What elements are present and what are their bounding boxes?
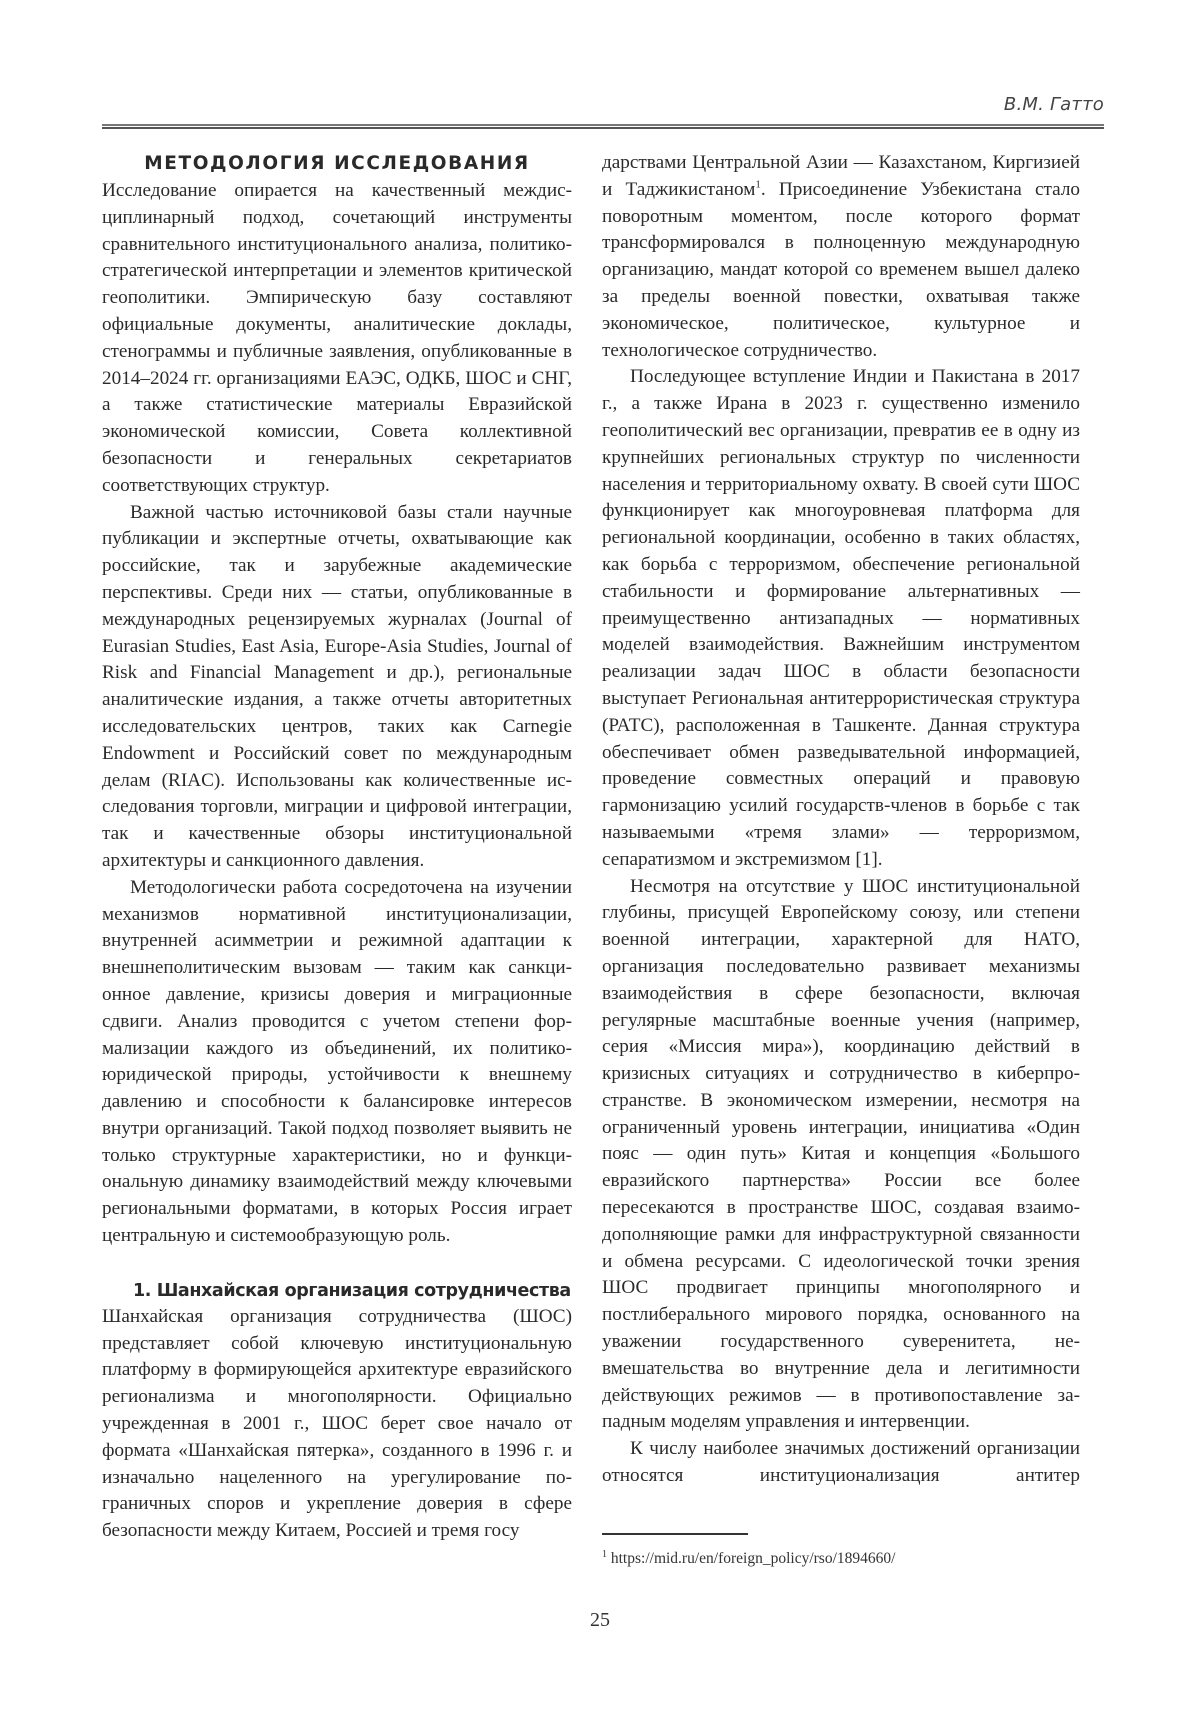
paragraph: Важной частью источниковой базы стали научные публикации и экспертные отчеты, охватывающие как российские, так и зарубежные академические перспективы. Среди них — статьи, опубликованные в международных рецензируемых журналах (Journal of Eurasian Studies, East Asia, Europe-Asia Studies, Journal of Risk and Financial Management и др.), региональные аналитические издания, а также отчеты авторитетных исследовательских центров, таких как Carnegie Endowment и Российский совет по международным делам (RIAC). Использованы как количественные исследования торговли, миграции и цифровой интеграции, так и качественные обзоры институциональной архитектуры и санкционного давления. bbox=[102, 501, 572, 871]
right-column bbox=[602, 150, 1080, 1490]
footnote-link[interactable]: https://mid.ru/en/foreign_policy/rso/1894660/ bbox=[607, 1550, 896, 1567]
paragraph-text: дарствами Центральной Азии — Казахстаном, Киргизией и Таджикистаном bbox=[602, 152, 1080, 200]
running-head: В.М. Гатто bbox=[1003, 94, 1104, 115]
paragraph: Последующее вступление Индии и Пакистана в 2017 г., а также Ирана в 2023 г. существенно изменило геополитический вес организации, превратив ее в одну из крупнейших региональных структур по численности населения и территориальному охвату. В своей сути ШОС функционирует как многоуровневая платформа для региональной координации, особенно в таких областях, как борьба с терроризмом, обеспечение региональной стабильности и формирование альтернативных — преимущественно антизападных — нормативных моделей взаимодействия. Важнейшим инструментом реализации задач ШОС в области безопасности выступает Региональная антитеррористическая структура (РАТС), расположенная в Ташкенте. Данная структура обеспечивает обмен разведывательной информацией, проведение совместных операций и правовую гармонизацию усилий государств-членов в борьбе с так называемыми «тремя злами» — терроризмом, сепаратизмом и экстремизмом [1]. bbox=[602, 366, 1080, 870]
paragraph bbox=[602, 150, 1080, 364]
paragraph: К числу наиболее значимых достижений организации относятся институционализация антитер bbox=[602, 1438, 1080, 1487]
left-column bbox=[102, 150, 572, 1545]
paragraph-text: . Присоединение Узбекистана стало поворотным моментом, после которого формат трансформировался в полноценную международную организацию, мандат которой со временем вышел далеко за пределы военной повестки, охватывая также экономическое, политическое, культурное и технологическое сотрудничество. bbox=[602, 178, 1081, 361]
footnote-number: 1 bbox=[602, 1548, 607, 1560]
footnote-rule bbox=[602, 1533, 748, 1535]
footnote bbox=[602, 1549, 895, 1569]
section-heading-methodology: МЕТОДОЛОГИЯ ИССЛЕДОВАНИЯ bbox=[144, 153, 530, 174]
header-rule bbox=[102, 124, 1104, 129]
page-number: 25 bbox=[590, 1609, 610, 1631]
paragraph: Несмотря на отсутствие у ШОС институциональной глубины, присущей Европейскому союзу, или степени военной интеграции, характерной для НАТО, организация последовательно развивает механизмы взаимодействия в сфере безопасности, включая регулярные масштабные военные учения (например, серия «Миссия мира»), координацию действий в кризисных ситуациях и сотрудничество в киберпространстве. В экономическом измерении, несмотря на ограниченный уровень интеграции, инициатива «Один пояс — один путь» Китая и концепция «Большого евразийского партнерства» России все более пересекаются в пространстве ШОС, создавая взаимодополняющие рамки для инфраструктурной связанности и обмена ресурсами. С идеологической точки зрения ШОС продвигает принципы многополярного и постлиберального мирового порядка, основанного на уважении государственного суверенитета, невмешательства во внутренние дела и легитимности действующих режимов — в противопоставление западным моделям управления и интервенции. bbox=[602, 875, 1080, 1433]
footnote-reference[interactable]: 1 bbox=[755, 178, 761, 191]
paragraph: Шанхайская организация сотрудничества (ШОС) представляет собой ключевую институциональную платформу в формирующейся архитектуре евразийского регионализма и многополярности. Официально учрежденная в 2001 г., ШОС берет свое начало от формата «Шанхайская пятерка», созданного в 1996 г. и изначально нацеленного на урегулирование пограничных споров и укрепление доверия в сфере безопасности между Китаем, Россией и тремя госу bbox=[102, 1305, 572, 1542]
paragraph: Исследование опирается на качественный междисциплинарный подход, сочетающий инструменты сравнительного институционального анализа, политико-стратегической интерпретации и элементов критической геополитики. Эмпирическую базу составляют официальные документы, аналитические доклады, стенограммы и публичные заявления, опубликованные в 2014–2024 гг. организациями ЕАЭС, ОДКБ, ШОС и СНГ, а также статистические материалы Евразийской экономической комиссии, Совета коллективной безопасности и генеральных секретариатов соответствующих структур. bbox=[102, 180, 572, 496]
subsection-heading-sco: 1. Шанхайская организация сотрудничества bbox=[133, 1280, 571, 1301]
paragraph: Методологически работа сосредоточена на изучении механизмов нормативной институционализации, внутренней асимметрии и режимной адаптации к внешнеполитическим вызовам — таким как санкционное давление, кризисы доверия и миграционные сдвиги. Анализ проводится с учетом степени формализации каждого из объединений, их политико-юридической природы, устойчивости к внешнему давлению и способности к балансировке интересов внутри организаций. Такой подход позволяет выявить не только структурные характеристики, но и функциональную динамику взаимодействий между ключевыми региональными форматами, в которых Россия играет центральную и системообразующую роль. bbox=[102, 876, 572, 1247]
